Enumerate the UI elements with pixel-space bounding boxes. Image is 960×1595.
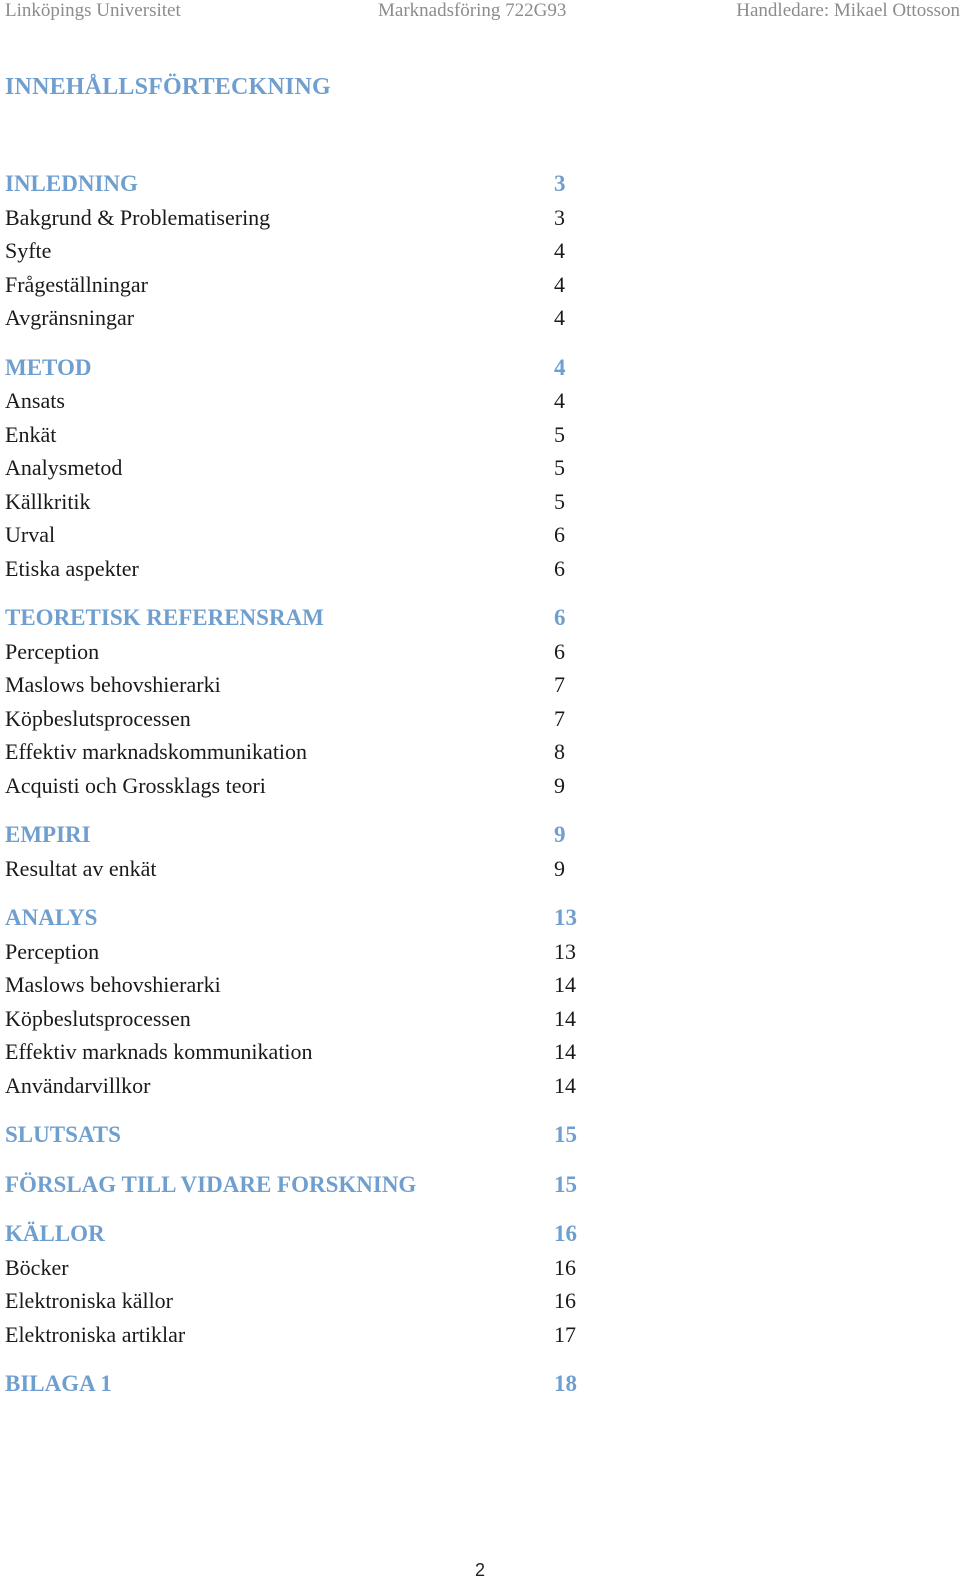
toc-entry-page: 16	[554, 1221, 577, 1246]
toc-entry-label: METOD	[5, 354, 92, 380]
toc-entry-label: SLUTSATS	[5, 1122, 121, 1147]
toc-item[interactable]	[5, 638, 605, 672]
toc-item[interactable]	[5, 204, 605, 238]
toc-section	[5, 904, 605, 1105]
toc-entry-page: 4	[554, 388, 565, 413]
toc-entry-label: INLEDNING	[5, 171, 138, 196]
table-of-contents	[5, 170, 605, 1420]
toc-entry-label: Effektiv marknadskommunikation	[5, 739, 308, 764]
toc-item[interactable]	[5, 555, 605, 589]
toc-entry-label: Användarvillkor	[5, 1072, 151, 1098]
toc-entry-page: 15	[554, 1122, 577, 1147]
header-university: Linköpings Universitet	[5, 0, 181, 21]
toc-item[interactable]	[5, 971, 605, 1005]
toc-entry-page: 3	[554, 171, 566, 196]
toc-item[interactable]	[5, 738, 605, 772]
toc-entry-page: 15	[554, 1171, 577, 1197]
toc-entry-label: Syfte	[5, 238, 52, 263]
toc-entry-label: Köpbeslutsprocessen	[5, 1005, 191, 1031]
toc-entry-page: 5	[554, 455, 565, 480]
toc-item[interactable]	[5, 488, 605, 522]
toc-entry-label: Köpbeslutsprocessen	[5, 705, 191, 731]
toc-item[interactable]	[5, 421, 605, 455]
toc-section	[5, 1220, 605, 1354]
toc-entry-label: BILAGA 1	[5, 1371, 112, 1396]
toc-entry-label: Enkät	[5, 421, 57, 447]
toc-entry-page: 6	[554, 555, 565, 581]
toc-item[interactable]	[5, 304, 605, 338]
toc-item[interactable]	[5, 1321, 605, 1355]
toc-entry-page: 4	[554, 305, 565, 330]
toc-section	[5, 1171, 605, 1205]
toc-entry-label: Avgränsningar	[5, 305, 135, 330]
toc-entry-page: 13	[554, 938, 576, 964]
toc-entry-label: Frågeställningar	[5, 271, 148, 297]
toc-heading[interactable]	[5, 1220, 605, 1254]
toc-item[interactable]	[5, 521, 605, 555]
toc-entry-page: 3	[554, 204, 565, 230]
toc-entry-page: 14	[554, 1005, 576, 1031]
toc-entry-label: TEORETISK REFERENSRAM	[5, 605, 324, 630]
toc-entry-page: 4	[554, 354, 566, 380]
toc-entry-page: 16	[554, 1288, 576, 1313]
toc-entry-page: 4	[554, 271, 565, 297]
toc-item[interactable]	[5, 705, 605, 739]
toc-entry-page: 5	[554, 488, 565, 514]
header-course: Marknadsföring 722G93	[378, 0, 567, 21]
toc-section	[5, 354, 605, 589]
toc-entry-label: Källkritik	[5, 488, 91, 514]
toc-item[interactable]	[5, 1287, 605, 1321]
toc-entry-page: 16	[554, 1254, 576, 1280]
toc-entry-label: Acquisti och Grossklags teori	[5, 772, 266, 798]
toc-entry-label: FÖRSLAG TILL VIDARE FORSKNING	[5, 1171, 417, 1197]
toc-title: INNEHÅLLSFÖRTECKNING	[5, 74, 331, 100]
toc-item[interactable]	[5, 271, 605, 305]
toc-entry-page: 6	[554, 522, 565, 547]
toc-entry-label: Elektroniska källor	[5, 1288, 174, 1313]
toc-entry-label: KÄLLOR	[5, 1221, 105, 1246]
toc-entry-label: Resultat av enkät	[5, 855, 157, 881]
toc-section	[5, 1121, 605, 1155]
toc-item[interactable]	[5, 237, 605, 271]
toc-item[interactable]	[5, 938, 605, 972]
toc-entry-page: 18	[554, 1371, 577, 1396]
toc-item[interactable]	[5, 671, 605, 705]
toc-item[interactable]	[5, 387, 605, 421]
toc-item[interactable]	[5, 1072, 605, 1106]
toc-entry-label: Perception	[5, 638, 100, 664]
toc-entry-page: 14	[554, 1072, 576, 1098]
toc-item[interactable]	[5, 1038, 605, 1072]
header-supervisor: Handledare: Mikael Ottosson	[736, 0, 960, 21]
toc-entry-page: 8	[554, 739, 565, 764]
toc-entry-label: ANALYS	[5, 905, 98, 930]
toc-entry-label: Maslows behovshierarki	[5, 672, 221, 697]
toc-heading[interactable]	[5, 354, 605, 388]
toc-entry-label: Analysmetod	[5, 455, 123, 480]
toc-entry-page: 14	[554, 1039, 576, 1064]
toc-entry-label: EMPIRI	[5, 822, 91, 847]
toc-item[interactable]	[5, 454, 605, 488]
toc-section	[5, 170, 605, 338]
toc-entry-page: 14	[554, 972, 576, 997]
toc-item[interactable]	[5, 1254, 605, 1288]
toc-entry-label: Bakgrund & Problematisering	[5, 204, 271, 230]
toc-entry-page: 6	[554, 605, 566, 630]
toc-heading[interactable]	[5, 1171, 605, 1205]
toc-entry-page: 7	[554, 672, 565, 697]
toc-item[interactable]	[5, 1005, 605, 1039]
toc-heading[interactable]	[5, 604, 605, 638]
toc-entry-page: 17	[554, 1321, 576, 1347]
toc-entry-label: Perception	[5, 938, 100, 964]
toc-entry-page: 7	[554, 705, 565, 731]
page-header	[0, 0, 960, 24]
toc-section	[5, 1370, 605, 1404]
toc-item[interactable]	[5, 855, 605, 889]
toc-entry-label: Maslows behovshierarki	[5, 972, 221, 997]
toc-entry-label: Böcker	[5, 1254, 69, 1280]
toc-entry-label: Elektroniska artiklar	[5, 1321, 186, 1347]
toc-heading[interactable]	[5, 821, 605, 855]
toc-section	[5, 604, 605, 805]
toc-entry-page: 9	[554, 772, 565, 798]
toc-entry-page: 4	[554, 238, 565, 263]
toc-entry-page: 5	[554, 421, 565, 447]
toc-entry-page: 13	[554, 905, 577, 930]
toc-heading[interactable]	[5, 1370, 605, 1404]
toc-entry-label: Urval	[5, 522, 56, 547]
toc-entry-label: Effektiv marknads kommunikation	[5, 1039, 313, 1064]
page-number: 2	[474, 1560, 485, 1580]
toc-heading[interactable]	[5, 904, 605, 938]
toc-entry-label: Ansats	[5, 388, 65, 413]
toc-entry-page: 9	[554, 855, 565, 881]
toc-item[interactable]	[5, 772, 605, 806]
toc-heading[interactable]	[5, 1121, 605, 1155]
toc-entry-page: 9	[554, 822, 566, 847]
toc-entry-page: 6	[554, 638, 565, 664]
toc-heading[interactable]	[5, 170, 605, 204]
toc-entry-label: Etiska aspekter	[5, 555, 139, 581]
toc-section	[5, 821, 605, 888]
